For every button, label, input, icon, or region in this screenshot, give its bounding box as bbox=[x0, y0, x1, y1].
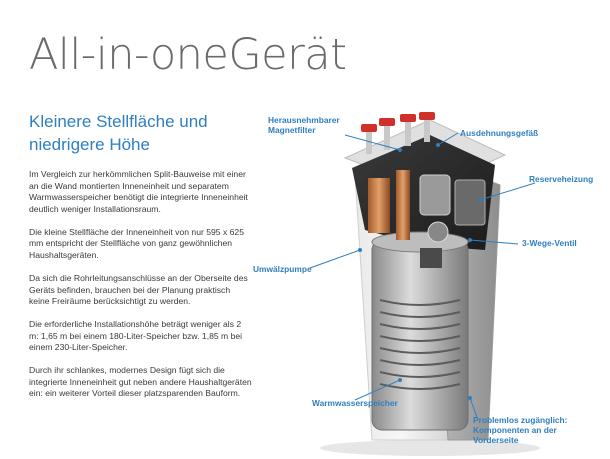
label-magnetfilter-line1: Herausnehmbarer bbox=[268, 115, 340, 125]
paragraph-1: Im Vergleich zur herkömmlichen Split-Bauweise mit einer an die Wand montierten Inneneinheit und separatem Warmwasserspeicher benötigt die integrierte Inneneinheit deutlich weniger Installationsraum. bbox=[29, 169, 248, 214]
paragraph-4: Die erforderliche Installationshöhe beträgt weniger als 2 m: 1,65 m bei einem 180-Liter-Speicher bzw. 1,85 m bei einem 230-Liter-Speicher. bbox=[29, 319, 243, 353]
label-umwaelzpumpe: Umwälzpumpe bbox=[253, 264, 312, 274]
label-zugaenglich-line3: Vorderseite bbox=[473, 435, 519, 445]
page-title: All-in-oneGerät bbox=[29, 30, 347, 80]
label-zugaenglich-line2: Komponenten an der bbox=[473, 425, 557, 435]
label-zugaenglich-line1: Problemlos zugänglich: bbox=[473, 415, 568, 425]
paragraph-3: Da sich die Rohrleitungsanschlüsse an der Oberseite des Geräts befinden, brauchen bei der Planung praktisch keine Freiräume berücksichtigt zu werden. bbox=[29, 272, 248, 307]
label-zugaenglich bbox=[473, 415, 567, 445]
paragraph-5: Durch ihr schlankes, modernes Design fügt sich die integrierte Inneneinheit gut neben andere Haushaltgeräten ein: ein weiterer Vorteil dieser platzsparenden Bauform. bbox=[29, 365, 252, 399]
section-subtitle: Kleinere Stellfläche und niedrigere Höhe bbox=[29, 112, 208, 154]
label-magnetfilter bbox=[268, 115, 340, 135]
label-warmwasserspeicher: Warmwasserspeicher bbox=[312, 398, 398, 408]
paragraph-2: Die kleine Stellfläche der Inneneinheit von nur 595 x 625 mm entspricht der Stellfläche von ganz gewöhnlichen Haushaltsgeräten. bbox=[29, 226, 244, 260]
label-3-wege-ventil: 3-Wege-Ventil bbox=[522, 238, 577, 248]
body-text bbox=[29, 169, 253, 411]
label-ausdehnungsgefaess: Ausdehnungsgefäß bbox=[460, 128, 539, 138]
label-reserveheizung: Reserveheizung bbox=[529, 174, 594, 184]
label-magnetfilter-line2: Magnetfilter bbox=[268, 125, 316, 135]
